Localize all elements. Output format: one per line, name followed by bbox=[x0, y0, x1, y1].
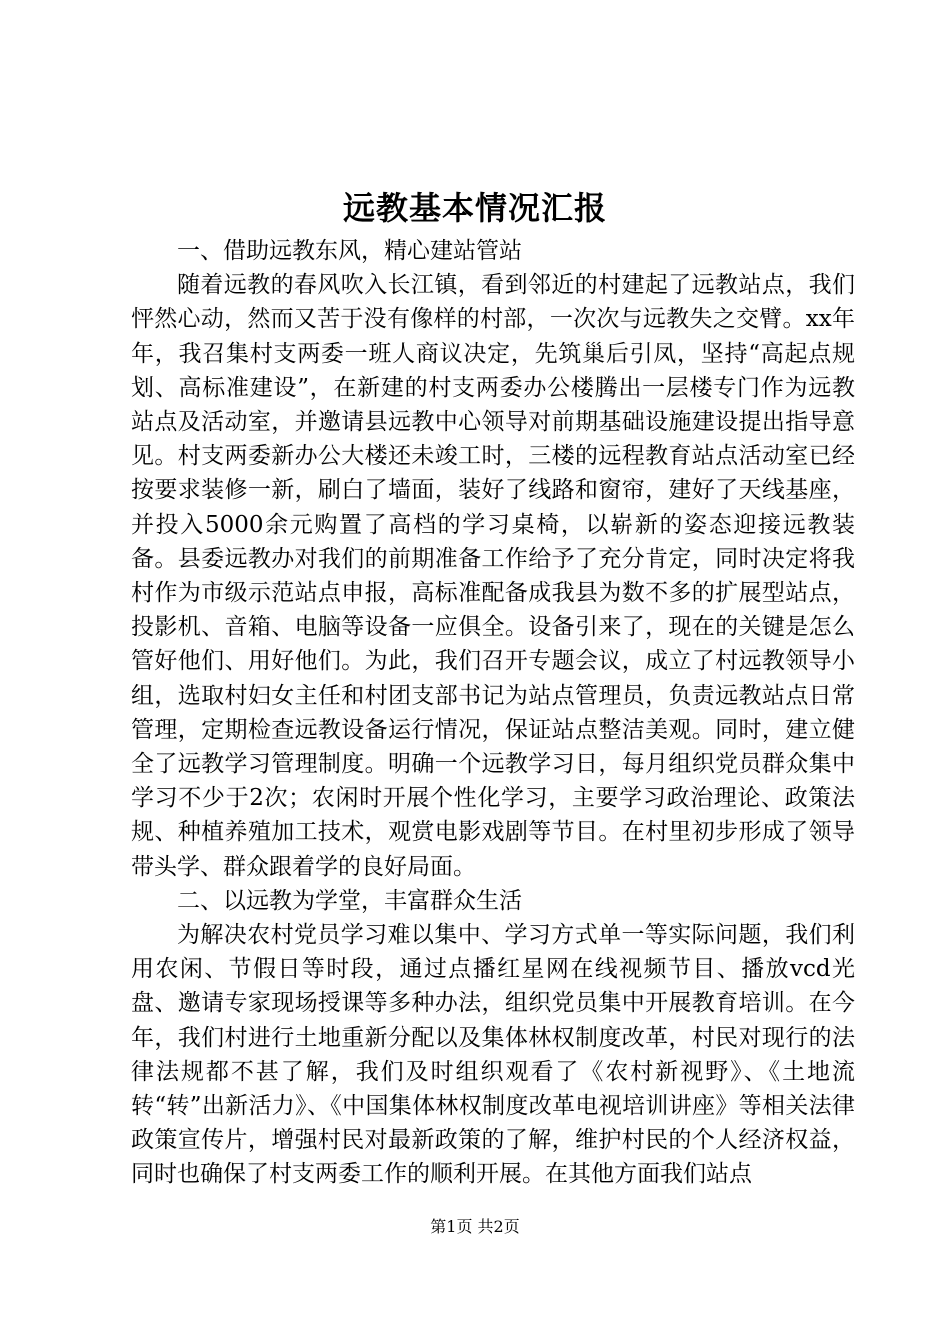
section-paragraph-1: 随着远教的春风吹入长江镇，看到邻近的村建起了远教站点，我们怦然心动，然而又苦于没有像样的村部，一次次与远教失之交臂。xx年年，我召集村支两委一班人商议决定，先筑巢后引凤，坚持“高起点规划、高标准建设”，在新建的村支两委办公楼腾出一层楼专门作为远教站点及活动室，并邀请县远教中心领导对前期基础设施建设提出指导意见。村支两委新办公大楼还未竣工时，三楼的远程教育站点活动室已经按要求装修一新，刷白了墙面，装好了线路和窗帘，建好了天线基座，并投入5000余元购置了高档的学习桌椅，以崭新的姿态迎接远教装备。县委远教办对我们的前期准备工作给予了充分肯定，同时决定将我村作为市级示范站点申报，高标准配备成我县为数不多的扩展型站点，投影机、音箱、电脑等设备一应俱全。设备引来了，现在的关键是怎么管好他们、用好他们。为此，我们召开专题会议，成立了村远教领导小组，选取村妇女主任和村团支部书记为站点管理员，负责远教站点日常管理，定期检查远教设备运行情况，保证站点整洁美观。同时，建立健全了远教学习管理制度。明确一个远教学习日，每月组织党员群众集中学习不少于2次；农闲时开展个性化学习，主要学习政治理论、政策法规、种植养殖加工技术，观赏电影戏剧等节目。在村里初步形成了领导带头学、群众跟着学的良好局面。 bbox=[131, 272, 855, 880]
document-title: 远教基本情况汇报 bbox=[342, 189, 607, 227]
section-heading-2: 二、以远教为学堂，丰富群众生活 bbox=[177, 887, 522, 914]
section-heading-1: 一、借助远教东风，精心建站管站 bbox=[177, 238, 522, 264]
page-footer: 第1页 共2页 bbox=[430, 1217, 520, 1236]
document-body bbox=[131, 234, 855, 1192]
section-paragraph-2: 为解决农村党员学习难以集中、学习方式单一等实际问题，我们利用农闲、节假日等时段，通过点播红星网在线视频节目、播放vcd光盘、邀请专家现场授课等多种办法，组织党员集中开展教育培训。在今年，我们村进行土地重新分配以及集体林权制度改革，村民对现行的法律法规都不甚了解，我们及时组织观看了《农村新视野》、《土地流转“转”出新活力》、《中国集体林权制度改革电视培训讲座》等相关法律政策宣传片，增强村民对最新政策的了解，维护村民的个人经济权益，同时也确保了村支两委工作的顺利开展。在其他方面我们站点 bbox=[131, 922, 855, 1188]
